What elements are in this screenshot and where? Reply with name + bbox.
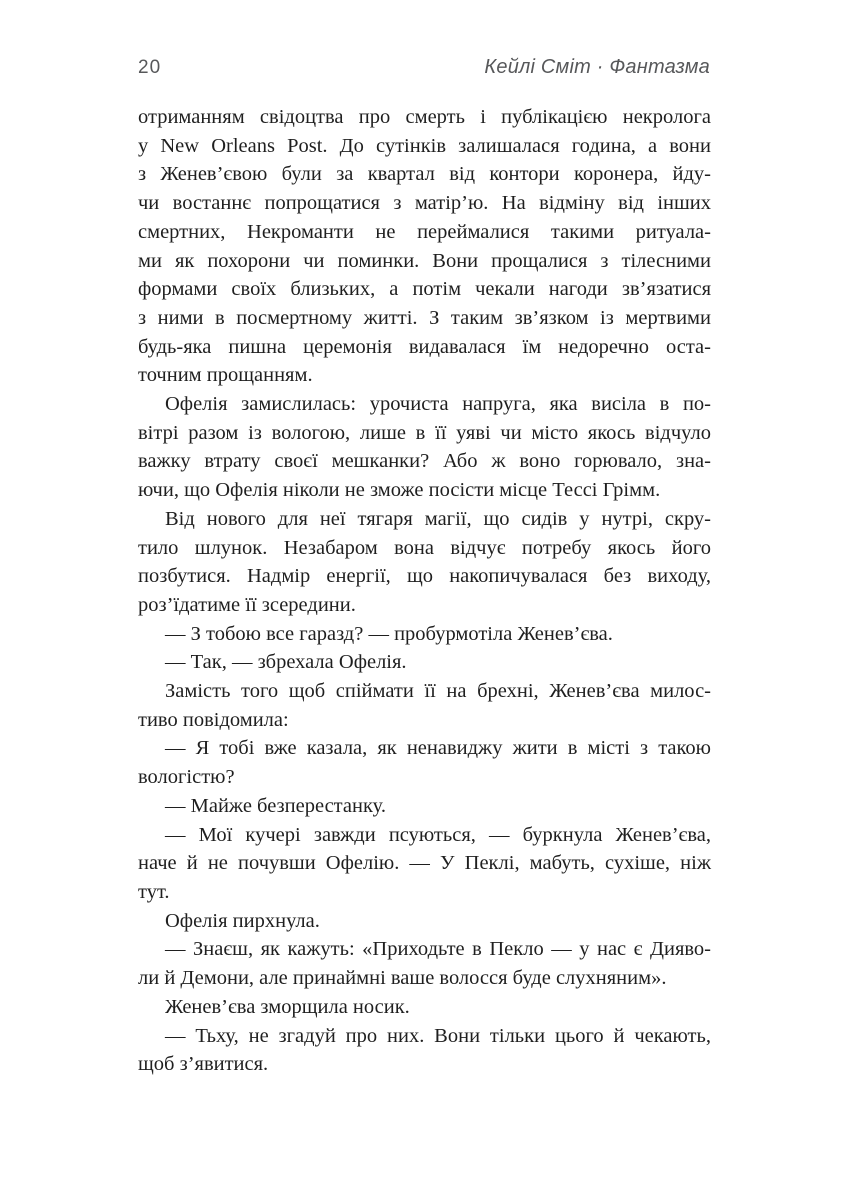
text-line: у New Orleans Post. До сутінків залишалася година, а вони [138, 134, 711, 157]
text-line: ючи, що Офелія ніколи не зможе посісти місце Тессі Грімм. [138, 479, 661, 502]
text-line: з Женев’євою були за квартал від контори коронера, йду- [138, 163, 711, 186]
text-line: Офелія пирхнула. [165, 909, 320, 932]
text-line: щоб з’явитися. [138, 1053, 269, 1076]
text-line: — Тьху, не згадуй про них. Вони тільки цього й чекають, [165, 1024, 711, 1047]
text-line: вітрі разом із вологою, лише в її уяві чи місто якось відчуло [138, 421, 711, 444]
running-title: Кейлі Сміт · Фантазма [484, 56, 710, 78]
text-line: отриманням свідоцтва про смерть і публікацією некролога [138, 106, 711, 128]
text-line: чи востаннє попрощатися з матір’ю. На відміну від інших [138, 192, 711, 215]
text-line: ли й Демони, але принаймні ваше волосся буде слухняним». [138, 967, 667, 990]
text-line: тило шлунок. Незабаром вона відчує потребу якось його [138, 536, 711, 559]
text-line: точним прощанням. [138, 364, 313, 387]
text-line: Від нового для неї тягаря магії, що сидів у нутрі, скру- [165, 507, 711, 530]
text-line: — Так, — збрехала Офелія. [165, 651, 407, 674]
text-line: важку втрату своєї мешканки? Або ж воно горювало, зна- [138, 450, 711, 473]
text-block [138, 103, 711, 1079]
text-line: Женев’єва зморщила носик. [165, 995, 410, 1018]
text-line: з ними в посмертному житті. З таким зв’язком із мертвими [138, 306, 711, 329]
text-line: ми як похорони чи поминки. Вони прощалися з тілесними [138, 249, 711, 272]
page-header [138, 56, 710, 79]
text-line: будь-яка пишна церемонія видавалася їм недоречно оста- [138, 335, 711, 358]
page-number: 20 [138, 57, 162, 78]
text-line: позбутися. Надмір енергії, що накопичувалася без виходу, [138, 565, 711, 588]
text-line: роз’їдатиме її зсередини. [138, 593, 356, 616]
text-line: — Майже безперестанку. [165, 794, 386, 817]
text-line: — Знаєш, як кажуть: «Приходьте в Пекло — у нас є Дияво- [165, 938, 711, 961]
text-line: наче й не почувши Офелію. — У Пеклі, мабуть, сухіше, ніж [138, 852, 711, 875]
text-line: Замість того щоб спіймати її на брехні, Женев’єва милос- [165, 680, 711, 703]
text-line: — З тобою все гаразд? — пробурмотіла Женев’єва. [165, 622, 613, 645]
text-line: смертних, Некроманти не переймалися такими ритуала- [138, 220, 711, 243]
text-line: формами своїх близьких, а потім чекали нагоди зв’язатися [138, 278, 711, 301]
text-line: вологістю? [138, 766, 235, 789]
text-line: — Мої кучері завжди псуються, — буркнула Женев’єва, [165, 823, 711, 846]
text-line: — Я тобі вже казала, як ненавиджу жити в місті з такою [165, 737, 711, 760]
text-line: тут. [138, 880, 170, 903]
text-line: тиво повідомила: [138, 708, 289, 731]
text-line: Офелія замислилась: урочиста напруга, яка висіла в по- [165, 393, 711, 416]
